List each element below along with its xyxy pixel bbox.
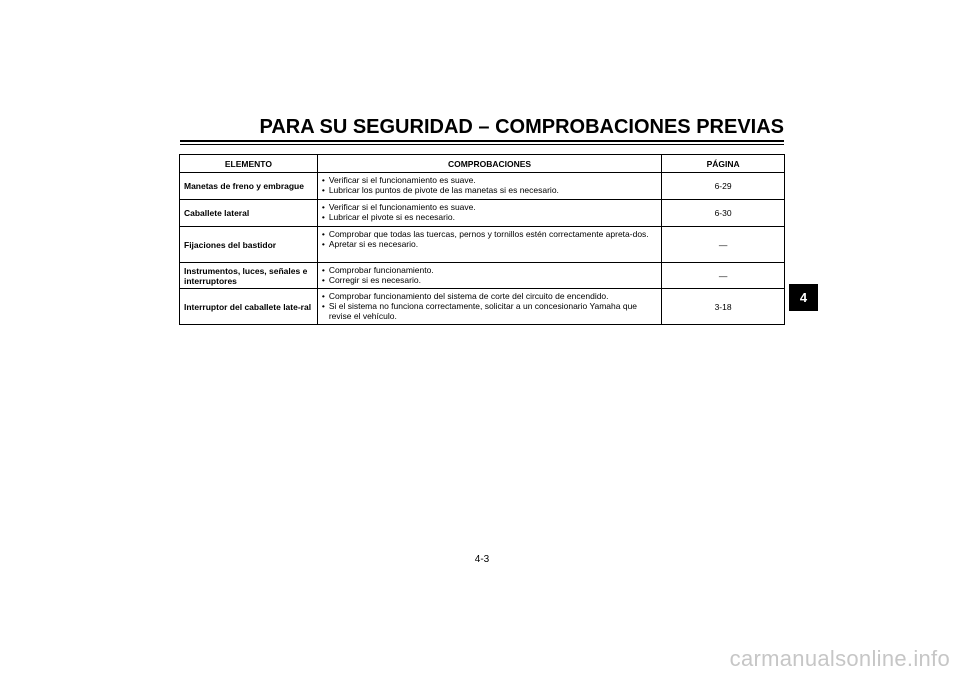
row-item: Interruptor del caballete late-ral: [180, 289, 318, 325]
table-row: [180, 173, 785, 200]
row-item: Instrumentos, luces, señales e interruptores: [180, 263, 318, 289]
row-page: —: [662, 263, 785, 289]
row-page: —: [662, 227, 785, 263]
check-bullet: • Lubricar el pivote si es necesario.: [322, 212, 657, 222]
title-underline-thick: [180, 140, 784, 142]
row-checks: [317, 200, 661, 227]
row-checks: [317, 263, 661, 289]
check-bullet: • Si el sistema no funciona correctamente, solicitar a un concesionario Yamaha que revise el vehículo.: [322, 301, 657, 321]
table-row: [180, 289, 785, 325]
column-header-pagina: PÁGINA: [662, 155, 785, 173]
check-bullet: • Comprobar que todas las tuercas, pernos y tornillos estén correctamente apreta-dos.: [322, 229, 657, 239]
check-bullet: • Comprobar funcionamiento del sistema de corte del circuito de encendido.: [322, 291, 657, 301]
row-checks: [317, 227, 661, 263]
column-header-comprobaciones: COMPROBACIONES: [317, 155, 661, 173]
table-row: [180, 263, 785, 289]
check-bullet: • Corregir si es necesario.: [322, 275, 657, 285]
check-bullet: • Comprobar funcionamiento.: [322, 265, 657, 275]
row-page: 6-29: [662, 173, 785, 200]
row-page: 6-30: [662, 200, 785, 227]
row-item: Fijaciones del bastidor: [180, 227, 318, 263]
watermark: carmanualsonline.info: [729, 646, 950, 671]
page-title: PARA SU SEGURIDAD – COMPROBACIONES PREVIAS: [259, 116, 784, 138]
row-checks: [317, 289, 661, 325]
row-checks: [317, 173, 661, 200]
check-bullet: • Lubricar los puntos de pivote de las manetas si es necesario.: [322, 185, 657, 195]
check-bullet: • Verificar si el funcionamiento es suave.: [322, 202, 657, 212]
table-row: [180, 200, 785, 227]
check-bullet: • Apretar si es necesario.: [322, 239, 657, 249]
column-header-elemento: ELEMENTO: [180, 155, 318, 173]
row-page: 3-18: [662, 289, 785, 325]
check-bullet: • Verificar si el funcionamiento es suave.: [322, 175, 657, 185]
row-item: Manetas de freno y embrague: [180, 173, 318, 200]
table-row: [180, 227, 785, 263]
page-number: 4-3: [474, 554, 490, 565]
inspection-table: [179, 154, 785, 325]
title-underline-thin: [180, 144, 784, 145]
table-header-row: [180, 155, 785, 173]
row-item: Caballete lateral: [180, 200, 318, 227]
chapter-tab: 4: [789, 284, 818, 311]
